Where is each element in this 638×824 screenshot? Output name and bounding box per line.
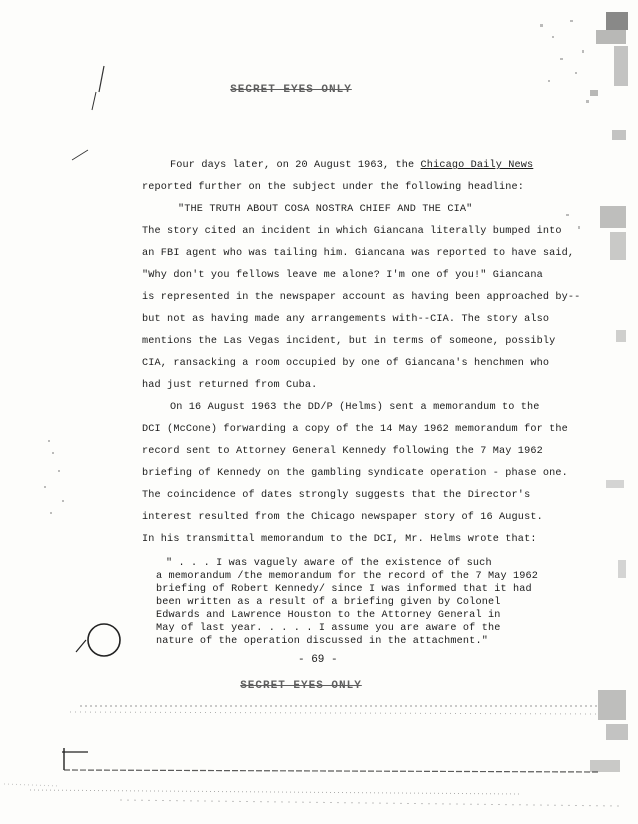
paragraph-3-line: interest resulted from the Chicago newspaper story of 16 August. <box>142 512 543 523</box>
paragraph-2-line: had just returned from Cuba. <box>142 380 318 391</box>
quote-line: Edwards and Lawrence Houston to the Attorney General in <box>156 610 501 621</box>
text-segment: Four days later, on 20 August 1963, the <box>170 160 421 171</box>
headline: "THE TRUTH ABOUT COSA NOSTRA CHIEF AND THE CIA" <box>178 204 473 215</box>
paragraph-2-line: "Why don't you fellows leave me alone? I'm one of you!" Giancana <box>142 270 543 281</box>
paragraph-1-line-1 <box>170 160 533 171</box>
paragraph-3-line: DCI (McCone) forwarding a copy of the 14 May 1962 memorandum for the <box>142 424 568 435</box>
classification-stamp-bottom: SECRET EYES ONLY <box>240 680 362 692</box>
paragraph-2-line: but not as having made any arrangements with--CIA. The story also <box>142 314 550 325</box>
page-number: - 69 - <box>298 654 338 666</box>
paragraph-2-line: mentions the Las Vegas incident, but in terms of someone, possibly <box>142 336 556 347</box>
classification-stamp-top: SECRET EYES ONLY <box>230 84 352 96</box>
quote-line: " . . . I was vaguely aware of the existence of such <box>166 558 492 569</box>
paragraph-3-line: The coincidence of dates strongly suggests that the Director's <box>142 490 531 501</box>
paragraph-3-line: briefing of Kennedy on the gambling syndicate operation - phase one. <box>142 468 568 479</box>
publication-name: Chicago Daily News <box>420 160 534 171</box>
quote-line: been written as a result of a briefing given by Colonel <box>156 597 501 608</box>
quote-line: May of last year. . . . . I assume you are aware of the <box>156 623 501 634</box>
quote-line: briefing of Robert Kennedy/ since I was informed that it had <box>156 584 532 595</box>
paragraph-2-line: is represented in the newspaper account as having been approached by-- <box>142 292 581 303</box>
quote-line: a memorandum /the memorandum for the record of the 7 May 1962 <box>156 571 539 582</box>
paragraph-2-line: The story cited an incident in which Giancana literally bumped into <box>142 226 562 237</box>
paragraph-3-line: On 16 August 1963 the DD/P (Helms) sent a memorandum to the <box>170 402 540 413</box>
paragraph-3-line: record sent to Attorney General Kennedy following the 7 May 1962 <box>142 446 543 457</box>
paragraph-1-line-2: reported further on the subject under the following headline: <box>142 182 525 193</box>
paragraph-3-line: In his transmittal memorandum to the DCI, Mr. Helms wrote that: <box>142 534 537 545</box>
paragraph-2-line: CIA, ransacking a room occupied by one of Giancana's henchmen who <box>142 358 550 369</box>
paragraph-2-line: an FBI agent who was tailing him. Giancana was reported to have said, <box>142 248 575 259</box>
quote-line: nature of the operation discussed in the attachment." <box>156 636 488 647</box>
